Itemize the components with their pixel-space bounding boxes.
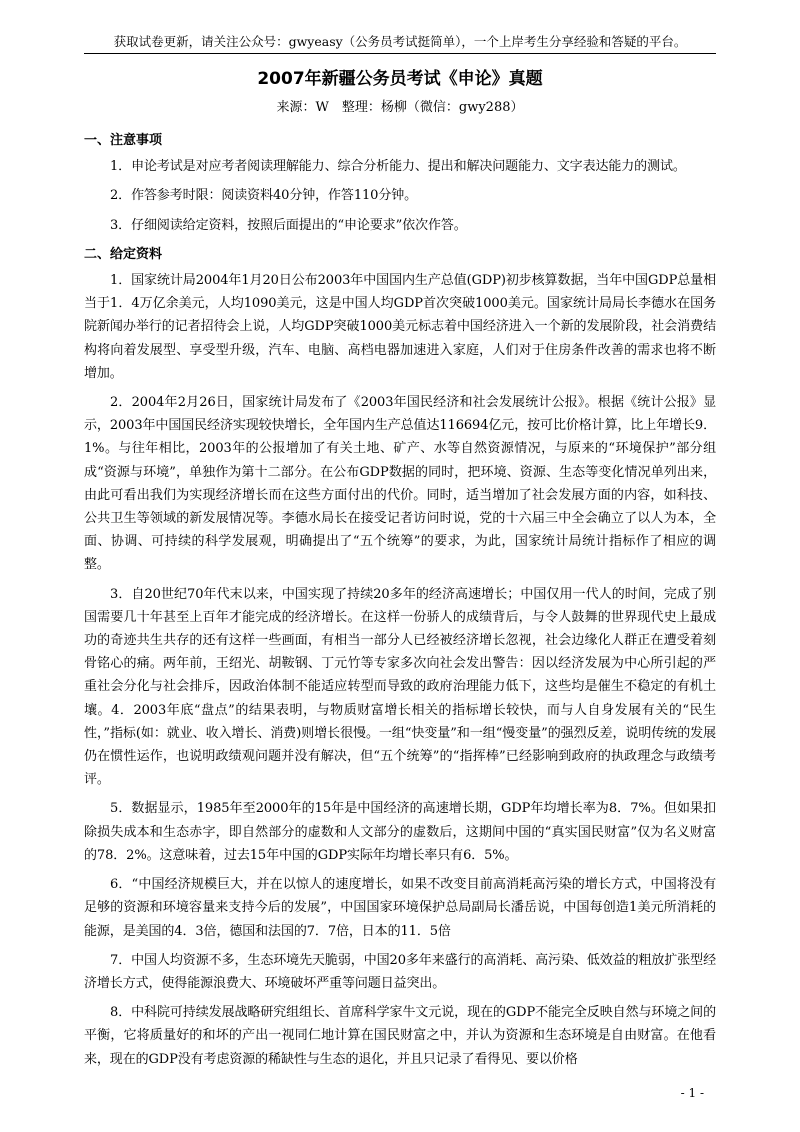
document-body — [84, 126, 716, 1077]
header-notice: 获取试卷更新，请关注公众号：gwyeasy（公务员考试挺简单），一个上岸考生分享经验和答疑的平台。 — [113, 34, 687, 49]
note-paragraph: 3．仔细阅读给定资料，按照后面提出的“申论要求”依次作答。 — [110, 217, 467, 233]
material-paragraph: 2．2004年2月26日，国家统计局发布了《2003年国民经济和社会发展统计公报》。根据《统计公报》显示，2003年中国国民经济实现较快增长，全年国内生产总值达116694亿元，按可比价格计算，比上年增长9．1%。与往年相比，2003年的公报增加了有关土地、矿产、水等自然资源情况，与原来的“环境保护”部分组成“资源与环境”，单独作为第十二部分。在公布GDP数据的同时，把环境、资源、生态等变化情况单列出来，由此可看出我们为实现经济增长而在这些方面付出的代价。同时，适当增加了社会发展方面的内容，如科技、公共卫生等领域的新发展情况等。李德水局长在接受记者访问时说，党的十六届三中全会确立了以人为本，全面、协调、可持续的科学发展观，明确提出了“五个统筹”的要求，为此，国家统计局统计指标作了相应的调整。 — [84, 395, 716, 573]
material-paragraph: 5．数据显示，1985年至2000年的15年是中国经济的高速增长期，GDP年均增长率为8．7%。但如果扣除损失成本和生态赤字，即自然部分的虚数和人文部分的虚数后，这期间中国的“真实国民财富”仅为名义财富的78．2%。这意味着，过去15年中国的GDP实际年均增长率只有6．5%。 — [84, 801, 716, 863]
material-paragraph: 7．中国人均资源不多，生态环境先天脆弱，中国20多年来盛行的高消耗、高污染、低效益的粗放扩张型经济增长方式，使得能源浪费大、环境破坏严重等问题日益突出。 — [84, 952, 716, 991]
section-heading-materials: 二、给定资料 — [84, 246, 163, 262]
section-heading-notes: 一、注意事项 — [84, 133, 163, 148]
material-paragraph: 6．“中国经济规模巨大，并在以惊人的速度增长，如果不改变目前高消耗高污染的增长方式，中国将没有足够的资源和环境容量来支持今后的发展”，中国国家环境保护总局副局长潘岳说，中国每创造1美元所消耗的能源，是美国的4．3倍，德国和法国的7．7倍，日本的11．5倍 — [84, 877, 716, 939]
material-paragraph: 3．自20世纪70年代末以来，中国实现了持续20多年的经济高速增长；中国仅用一代人的时间，完成了别国需要几十年甚至上百年才能完成的经济增长。在这样一份骄人的成绩背后，与令人鼓舞的世界现代史上最成功的奇迹共生共存的还有这样一些画面，有相当一部分人已经被经济增长忽视，社会边缘化人群正在遭受着刻骨铭心的痛。两年前，王绍光、胡鞍钢、丁元竹等专家多次向社会发出警告：因以经济发展为中心所引起的严重社会分化与社会排斥，因政治体制不能适应转型而导致的政府治理能力低下，这些均是催生不稳定的有机土壤。4．2003年底“盘点”的结果表明，与物质财富增长相关的指标增长较快，而与人自身发展有关的“民生性，”指标(如：就业、收入增长、消费)则增长很慢。一组“快变量”和一组“慢变量”的强烈反差，说明传统的发展仍在惯性运作，也说明政绩观问题并没有解决，但“五个统筹”的“指挥棒”已经影响到政府的执政理念与政绩考评。 — [84, 586, 716, 788]
material-paragraph: 8．中科院可持续发展战略研究组组长、首席科学家牛文元说，现在的GDP不能完全反映自然与环境之间的平衡，它将质量好的和坏的产出一视同仁地计算在国民财富之中，并认为资源和生态环境是自由财富。在他看来，现在的GDP没有考虑资源的稀缺性与生态的退化，并且只记录了看得见、要以价格 — [84, 1005, 716, 1067]
document-source: 来源：W 整理：杨柳（微信：gwy288） — [276, 100, 524, 115]
header-divider — [84, 53, 716, 54]
page-number: - 1 - — [680, 1086, 704, 1100]
note-paragraph: 2．作答参考时限：阅读资料40分钟，作答110分钟。 — [110, 188, 418, 204]
note-paragraph: 1．申论考试是对应考者阅读理解能力、综合分析能力、提出和解决问题能力、文字表达能力的测试。 — [110, 159, 686, 175]
material-paragraph: 1．国家统计局2004年1月20日公布2003年中国国内生产总值(GDP)初步核算数据，当年中国GDP总量相当于1．4万亿余美元，人均1090美元，这是中国人均GDP首次突破1000美元。国家统计局局长李德水在国务院新闻办举行的记者招待会上说，人均GDP突破1000美元标志着中国经济进入一个新的发展阶段，社会消费结构将向着发展型、享受型升级，汽车、电脑、高档电器加速进入家庭，人们对于住房条件改善的需求也将不断增加。 — [84, 273, 716, 381]
document-title: 2007年新疆公务员考试《申论》真题 — [257, 69, 543, 89]
